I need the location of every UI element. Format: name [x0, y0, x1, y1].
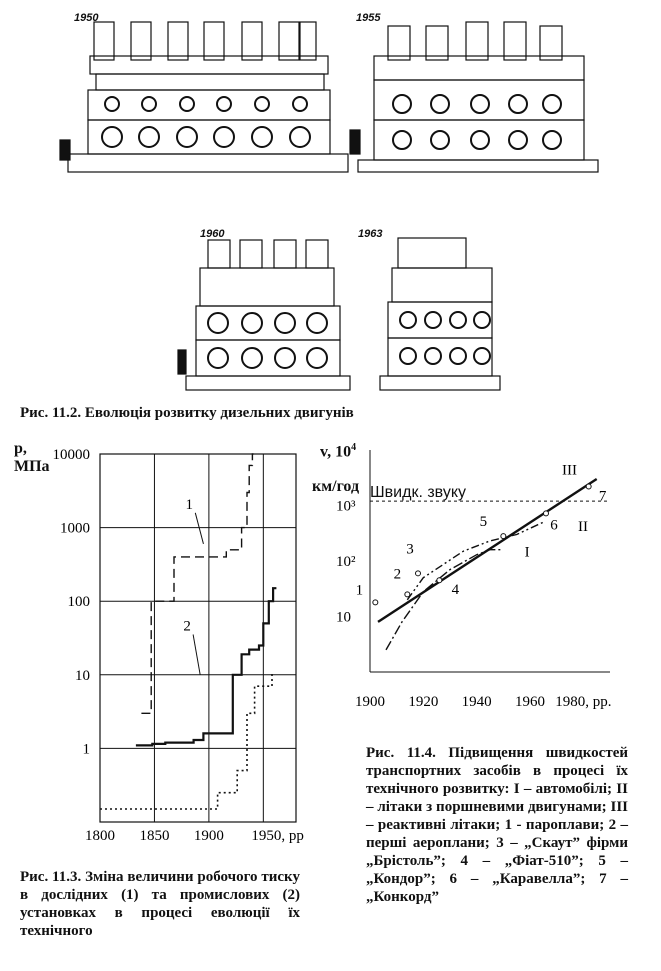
fig-11-4-point — [501, 534, 506, 539]
fig-11-3-xtick: 1900 — [193, 828, 224, 844]
fig-11-4-ylabel-text: v, 10 — [320, 443, 352, 461]
fig-11-3-xtick: 1800 — [85, 828, 115, 844]
fig-11-3-ytick: 10000 — [52, 447, 90, 463]
fig-11-4-point — [373, 600, 378, 605]
fig-11-4-chart — [320, 440, 661, 730]
fig-11-3-ylabel-unit: МПа — [14, 458, 50, 475]
fig-11-4-ytick: 10³ — [336, 498, 356, 515]
engine-year-1955: 1955 — [356, 12, 381, 24]
engine-year-1960: 1960 — [200, 228, 225, 240]
fig-11-3-ylabel-p: p, — [14, 440, 27, 457]
fig-11-4-point-label: 2 — [393, 566, 402, 583]
engine-1960-drawing — [178, 240, 350, 390]
fig-11-4-xtick: 1960 — [515, 694, 545, 710]
fig-11-4-xtick: 1900 — [355, 694, 385, 710]
fig-11-4-curve-label: I — [524, 544, 530, 561]
fig-11-4-point — [437, 578, 442, 583]
fig-11-4-point — [586, 484, 591, 489]
fig-11-3-leader — [193, 634, 200, 674]
engine-year-1950: 1950 — [74, 12, 99, 24]
fig-11-3-ytick: 1 — [82, 741, 90, 758]
fig-11-3-caption: Рис. 11.3. Зміна величини робочого тиску в дослідних (1) та промислових (2) установках в процесі еволюції їх технічного — [20, 869, 300, 939]
fig-11-3-frame — [100, 454, 296, 822]
fig-11-4-sound-label: Швидк. звуку — [370, 484, 466, 501]
fig-11-3-leader — [195, 513, 203, 544]
fig-11-3-xtick: 1950, рр — [251, 828, 304, 844]
fig-11-4-point-label: 7 — [598, 488, 607, 505]
fig-11-4-point-label: 5 — [479, 514, 488, 531]
fig-11-4-curve-label: II — [578, 518, 588, 535]
fig-11-4-xtick: 1940 — [461, 694, 492, 710]
engine-1963-drawing — [380, 238, 500, 390]
fig-11-4-point-label: 6 — [550, 517, 558, 534]
fig-11-4-xtick: 1920 — [408, 694, 439, 710]
fig-11-4-ytick: 10 — [336, 609, 351, 626]
fig-11-4-point-label: 3 — [406, 541, 414, 558]
fig-11-4-point — [405, 592, 410, 597]
engine-drawings — [0, 0, 661, 400]
fig-11-3-series-2 — [136, 588, 277, 745]
fig-11-4-point-label: 1 — [355, 582, 364, 599]
fig-11-4-ytick: 10² — [336, 554, 356, 570]
fig-11-3-ytick: 100 — [67, 594, 90, 611]
fig-11-4-series-I — [386, 550, 503, 650]
fig-11-3-curve-label: 2 — [183, 618, 191, 635]
fig-11-4-point — [416, 571, 421, 576]
fig-11-4-unit: км/год — [312, 478, 360, 495]
fig-11-4-curve-label: III — [562, 462, 577, 479]
fig-11-4-point-label: 4 — [451, 582, 460, 599]
engine-1955-drawing — [350, 22, 598, 172]
engine-year-1963: 1963 — [358, 228, 383, 240]
fig-11-3-chart — [0, 430, 320, 850]
fig-11-3-xtick: 1850 — [139, 828, 170, 844]
fig-11-3-ytick: 10 — [75, 667, 90, 684]
fig-11-3-ytick: 1000 — [60, 520, 90, 537]
fig-11-4-caption: Рис. 11.4. Підвищення швидкостей транспортних засобів в процесі їх технічного розвитку: I – автомобілі; II – літаки з поршневими двигунами; III – реактивні літаки; 1 - пароплави; 2 – перші аероплани; 3 – „Скаут” фірми „Брістоль”; 4 – „Фіат-510”; 5 – „Кондор”; 6 – „Каравелла”; 7 – „Конкорд” — [366, 745, 628, 905]
fig-11-4-ylabel-exp: 4 — [351, 442, 357, 453]
fig-11-2-caption: Рис. 11.2. Еволюція розвитку дизельних двигунів — [20, 405, 354, 421]
engine-1950-drawing — [60, 22, 348, 172]
fig-11-3-curve-label: 1 — [185, 496, 194, 513]
fig-11-4-xtick: 1980, рр. — [555, 694, 612, 710]
fig-11-4-point — [544, 511, 549, 516]
